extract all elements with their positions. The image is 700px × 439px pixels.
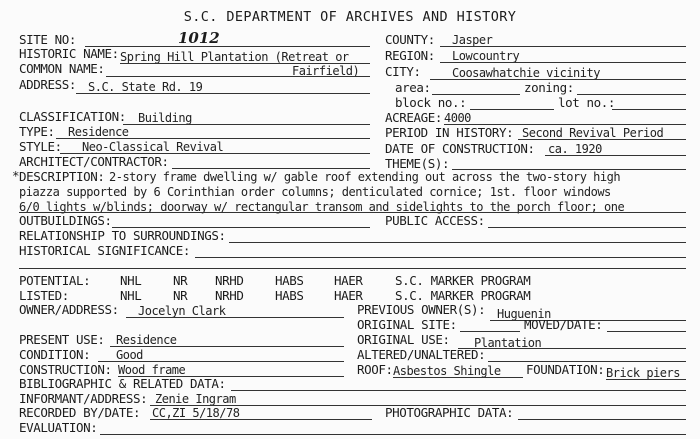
common-name-line: [106, 76, 370, 77]
date-of-construction-label: DATE OF CONSTRUCTION:: [385, 141, 535, 156]
original-use-value: Plantation: [474, 336, 542, 350]
relationship-label: RELATIONSHIP TO SURROUNDINGS:: [19, 228, 226, 243]
construction-value: Wood frame: [118, 363, 186, 377]
architect-label: ARCHITECT/CONTRACTOR:: [19, 154, 169, 169]
bibliographic-line: [231, 390, 686, 391]
significance-line-2: [19, 268, 686, 269]
address-label: ADDRESS:: [19, 77, 77, 92]
potential-marker: S.C. MARKER PROGRAM: [395, 273, 531, 288]
lot-no-label: lot no.:: [558, 95, 616, 110]
original-site-line: [460, 331, 520, 332]
address-value: S.C. State Rd. 19: [88, 80, 203, 94]
condition-label: CONDITION:: [19, 347, 91, 362]
condition-line: [98, 361, 344, 362]
city-value: Coosawhatchie vicinity: [452, 66, 600, 80]
region-line: [440, 62, 686, 63]
block-no-label: block no.:: [395, 95, 467, 110]
classification-line: [123, 124, 370, 125]
county-line: [440, 46, 686, 47]
listed-nr: NR: [173, 288, 188, 303]
altered-label: ALTERED/UNALTERED:: [357, 347, 486, 362]
original-use-label: ORIGINAL USE:: [357, 332, 450, 347]
listed-nrhd: NRHD: [215, 288, 244, 303]
description-line-1: 2-story frame dwelling w/ gable roof extending out across the two-story high: [109, 170, 621, 184]
moved-date-line: [607, 331, 686, 332]
roof-value: Asbestos Shingle: [393, 364, 501, 378]
style-value: Neo-Classical Revival: [82, 140, 224, 154]
acreage-value: 4000: [444, 111, 471, 125]
description-rule: [19, 212, 686, 213]
previous-owner-label: PREVIOUS OWNER(S):: [357, 302, 486, 317]
potential-nhl: NHL: [120, 273, 142, 288]
present-use-line: [110, 346, 344, 347]
listed-habs: HABS: [275, 288, 304, 303]
classification-value: Building: [138, 111, 192, 125]
description-label: DESCRIPTION:: [19, 169, 105, 184]
owner-line: [126, 317, 344, 318]
condition-value: Good: [116, 348, 143, 362]
historic-name-value-2: Fairfield): [292, 64, 360, 78]
style-label: STYLE:: [19, 139, 62, 154]
present-use-label: PRESENT USE:: [19, 332, 105, 347]
listed-label: LISTED:: [19, 288, 69, 303]
period-label: PERIOD IN HISTORY:: [385, 125, 514, 140]
bibliographic-label: BIBLIOGRAPHIC & RELATED DATA:: [19, 376, 226, 391]
description-line-2: piazza supported by 6 Corinthian order columns; denticulated cornice; 1st. floor windows: [19, 185, 611, 199]
public-access-line: [488, 227, 686, 228]
period-line: [518, 139, 686, 140]
theme-label: THEME(S):: [385, 156, 450, 171]
significance-line: [195, 257, 686, 258]
photographic-line: [518, 419, 686, 420]
site-no-value: 1012: [178, 29, 220, 47]
type-label: TYPE:: [19, 124, 55, 139]
significance-label: HISTORICAL SIGNIFICANCE:: [19, 243, 191, 258]
informant-value: Zenie Ingram: [155, 392, 236, 406]
listed-haer: HAER: [334, 288, 363, 303]
site-no-line: [85, 46, 370, 47]
original-use-line: [458, 348, 686, 349]
recorded-line: [150, 419, 372, 420]
county-label: COUNTY:: [385, 32, 435, 47]
original-site-label: ORIGINAL SITE:: [357, 317, 457, 332]
foundation-line: [606, 379, 686, 380]
type-line: [56, 138, 370, 139]
description-asterisk: *: [12, 168, 20, 183]
previous-owner-value: Huguenin: [497, 307, 551, 321]
region-value: Lowcountry: [452, 49, 520, 63]
potential-haer: HAER: [334, 273, 363, 288]
common-name-label: COMMON NAME:: [19, 61, 105, 76]
recorded-label: RECORDED BY/DATE:: [19, 405, 141, 420]
acreage-label: ACREAGE:: [385, 110, 443, 125]
present-use-value: Residence: [116, 333, 177, 347]
potential-label: POTENTIAL:: [19, 273, 91, 288]
recorded-value: CC,ZI 5/18/78: [152, 406, 240, 420]
lot-no-line: [612, 109, 686, 110]
foundation-label: FOUNDATION:: [526, 362, 605, 377]
form-title: S.C. DEPARTMENT OF ARCHIVES AND HISTORY: [183, 9, 517, 25]
classification-label: CLASSIFICATION:: [19, 109, 126, 124]
potential-habs: HABS: [275, 273, 304, 288]
address-line: [76, 93, 370, 94]
type-value: Residence: [68, 125, 129, 139]
listed-nhl: NHL: [120, 288, 142, 303]
architect-line: [172, 168, 370, 169]
historic-name-value-1: Spring Hill Plantation (Retreat or: [120, 50, 349, 64]
photographic-label: PHOTOGRAPHIC DATA:: [385, 405, 514, 420]
relationship-line: [229, 242, 686, 243]
owner-value: Jocelyn Clark: [138, 304, 226, 318]
evaluation-line: [100, 434, 686, 435]
public-access-label: PUBLIC ACCESS:: [385, 213, 485, 228]
roof-line: [393, 377, 523, 378]
date-of-construction-value: ca. 1920: [548, 142, 602, 156]
area-label: area:: [395, 80, 431, 95]
roof-label: ROOF:: [357, 362, 393, 377]
region-label: REGION:: [385, 48, 435, 63]
period-value: Second Revival Period: [522, 126, 664, 140]
potential-nr: NR: [173, 273, 188, 288]
evaluation-label: EVALUATION:: [19, 420, 98, 435]
historic-name-label: HISTORIC NAME:: [19, 46, 119, 61]
outbuildings-label: OUTBUILDINGS:: [19, 213, 112, 228]
construction-label: CONSTRUCTION:: [19, 362, 112, 377]
moved-date-label: MOVED/DATE:: [524, 317, 603, 332]
county-value: Jasper: [452, 33, 493, 47]
zoning-label: zoning:: [524, 80, 574, 95]
date-line: [545, 155, 686, 156]
listed-marker: S.C. MARKER PROGRAM: [395, 288, 531, 303]
block-no-line: [470, 109, 554, 110]
city-label: CITY:: [385, 64, 421, 79]
informant-label: INFORMANT/ADDRESS:: [19, 391, 148, 406]
foundation-value: Brick piers: [606, 366, 680, 380]
site-no-label: SITE NO:: [19, 32, 77, 47]
description-line-3: 6/0 lights w/blinds; doorway w/ rectangular transom and sidelights to the porch floor; one: [19, 200, 625, 214]
owner-label: OWNER/ADDRESS:: [19, 302, 119, 317]
potential-nrhd: NRHD: [215, 273, 244, 288]
